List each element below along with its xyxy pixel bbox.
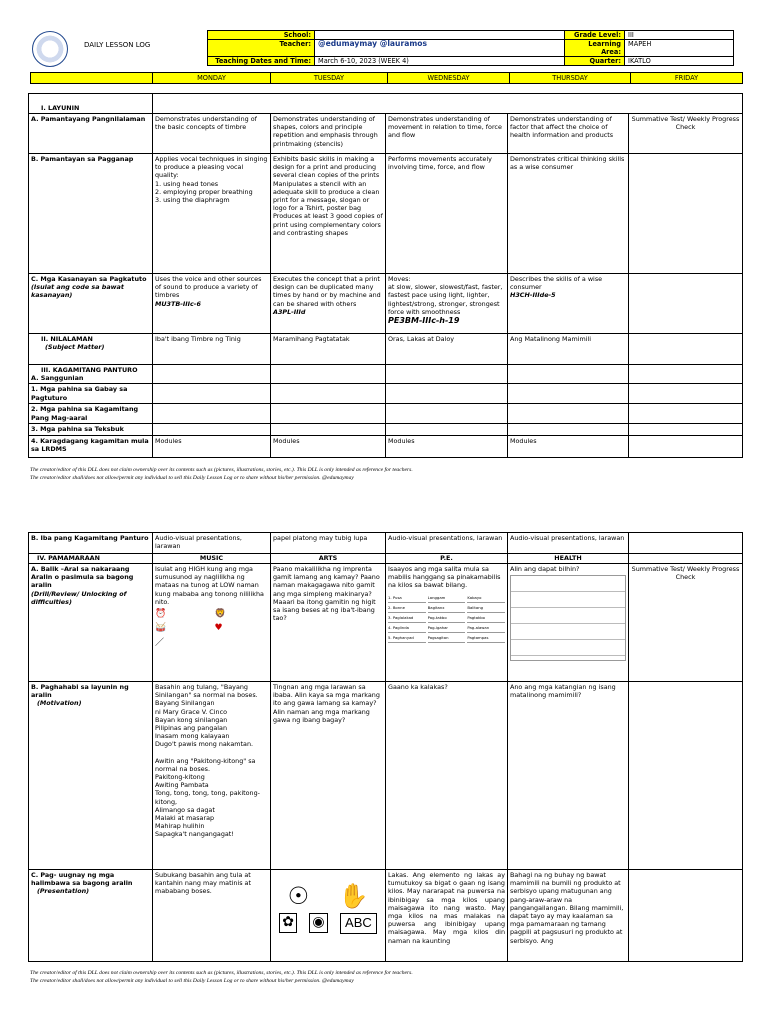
blank-cell xyxy=(508,404,629,424)
review-pe xyxy=(386,564,508,682)
blank-cell xyxy=(153,365,271,384)
competency-monday-text: Uses the voice and other sources of sound to produce a variety of timbres xyxy=(155,275,262,300)
disclaimer-line1: The creator/editor of this DLL does not claim ownership over its contents such as (pictures, illustrations, stories, etc.). This DLL is only intended as reference for teachers. xyxy=(30,970,413,976)
subject-matter-friday xyxy=(629,334,743,365)
competency-monday-code: MU3TB-IIIc-6 xyxy=(155,299,201,308)
competency-tuesday-text: Executes the concept that a print design can be duplicated many times by hand or by machine and can be shared with others xyxy=(273,275,381,308)
lrdms-thursday: Modules xyxy=(508,435,629,457)
content-std-thursday: Demonstrates understanding of factor that affect the choice of health information and products xyxy=(508,114,629,154)
content-std-monday: Demonstrates understanding of the basic concepts of timbre xyxy=(153,114,271,154)
abc-print-image: ABC xyxy=(340,913,377,934)
content-std-wednesday: Demonstrates understanding of movement in relation to time, force and flow xyxy=(386,114,508,154)
disclaimer-page2 xyxy=(30,970,750,985)
alarm-clock-icon: ⏰ xyxy=(155,608,167,619)
blank-cell xyxy=(508,424,629,435)
lion-icon: 🦁 xyxy=(214,608,226,619)
pe-word: Pag-alawan xyxy=(467,623,505,633)
teacher-label: Teacher: xyxy=(208,40,315,57)
dates-label: Teaching Dates and Time: xyxy=(208,57,315,66)
blank-cell xyxy=(629,424,743,435)
blank-cell xyxy=(153,384,271,404)
subject-health: HEALTH xyxy=(508,554,629,564)
blank-cell xyxy=(629,554,743,564)
pe-word: Balitang xyxy=(467,603,505,613)
blank-cell xyxy=(386,365,508,384)
iba-monday: Audio-visual presentations, larawan xyxy=(153,533,271,554)
blank-cell xyxy=(629,435,743,457)
competency-wednesday-code: PE3BM-IIIc-h-19 xyxy=(388,315,460,325)
blank-cell xyxy=(386,384,508,404)
blank-cell xyxy=(508,384,629,404)
iba-tuesday: papel platong may tubig lupa xyxy=(271,533,386,554)
blank-cell xyxy=(508,365,629,384)
kasanayan-sub: (Isulat ang code sa bawat kasanayan) xyxy=(31,283,124,300)
pe-word-grid xyxy=(388,593,505,643)
competency-thursday xyxy=(508,274,629,334)
lrdms-wednesday: Modules xyxy=(386,435,508,457)
pamantayang-pangnilalaman-label: A. Pamantayang Pangnilalaman xyxy=(29,114,153,154)
paghahabi-label: B. Paghahabi sa layunin ng aralin xyxy=(31,683,129,700)
subject-arts: ARTS xyxy=(271,554,386,564)
competency-wednesday-text: Moves: at slow, slower, slowest/fast, faster, fastest pace using light, lighter, lightest/strong, stronger, strongest force with smoothness xyxy=(388,275,503,316)
handprint-icon: ✋ xyxy=(338,882,369,910)
teacher-value: @edumaymay @lauramos xyxy=(315,40,565,57)
lesson-table-page2 xyxy=(28,532,743,962)
presentation-health: Bahagi na ng buhay ng bawat mamimili na bumili ng produkto at serbisyo upang matugunan ang pang-araw-araw na pangangailangan. Bilang mamimili, dapat tayo ay may kaalaman sa mga pamamaraan ng tamang pagpili at pagsusuri ng produkto at serbisyo. Ang xyxy=(508,870,629,962)
competency-wednesday xyxy=(386,274,508,334)
motivation-music: Basahin ang tulang, "Bayang Sinilangan" sa normal na boses. Bayang Sinilangan ni Mary Grace V. Cinco Bayan kong sinilangan Pilipinas ang pangalan Inasam mong kalayaan Dugo't pawis mong nakamtan. Awitin ang "Pakitong-kitong" sa normal na boses. Pakitong-kitong Awiting Pambata Tong, tong, tong, tong, pakitong-kitong, Alimango sa dagat Malaki at masarap Mahirap hulihin Sapagka't nangangagat! xyxy=(153,682,271,870)
school-value xyxy=(315,31,565,40)
blank-cell xyxy=(386,404,508,424)
perf-std-wednesday: Performs movements accurately involving time, force, and flow xyxy=(386,154,508,274)
flute-icon: ／ xyxy=(155,637,165,648)
nilalaman-cell xyxy=(29,334,153,365)
competency-tuesday-code: A3PL-IIId xyxy=(273,307,306,316)
pe-word: 2. Bonne xyxy=(388,603,426,613)
heart-icon: ♥ xyxy=(214,623,223,634)
print-marks-row2 xyxy=(273,913,383,934)
disclaimer-page1 xyxy=(30,467,750,482)
blank-cell xyxy=(629,682,743,870)
day-monday: MONDAY xyxy=(153,73,271,84)
review-arts: Paano makalilikha ng imprenta gamit lamang ang kamay? Paano naman makagagawa nito gamit ang mga simpleng makinarya? Maaari ba itong gamitin ng higit sa isang beses at ng iba't-ibang tao? xyxy=(271,564,386,682)
sound-images xyxy=(155,609,268,650)
lesson-table-page1 xyxy=(28,93,743,458)
pe-word: Pag-igahar xyxy=(428,623,466,633)
review-health-text: Alin ang dapat bilhin? xyxy=(510,565,580,573)
kasanayan-cell xyxy=(29,274,153,334)
pe-word: Pagsagitan xyxy=(428,633,466,643)
pe-word: 3. Paglalakad xyxy=(388,613,426,623)
blank-cell xyxy=(271,404,386,424)
subject-matter-tuesday: Maramihang Pagtatatak xyxy=(271,334,386,365)
quarter-label: Quarter: xyxy=(565,57,625,66)
area-value: MAPEH xyxy=(625,40,734,57)
balik-aral-sub: (Drill/Review/ Unlocking of difficulties) xyxy=(31,589,127,606)
pe-word-row xyxy=(388,623,505,633)
pamantayan-pagganap-label: B. Pamantayan sa Pagganap xyxy=(29,154,153,274)
blank-cell xyxy=(271,424,386,435)
layunin-heading: I. LAYUNIN xyxy=(29,94,153,114)
review-music xyxy=(153,564,271,682)
blank-cell xyxy=(629,384,743,404)
presentation-pe: Lakas. Ang elemento ng lakas ay tumutukoy sa bigat o gaan ng isang kilos. May nararapat na puwersa na ibinibigay sa mga kilos upang maisagawa ito nang wasto. May mga kilos na mas malakas na puwersa ang ibinibigay upang maisagawa. May mga kilos din naman na kaunting xyxy=(386,870,508,962)
pe-word-row xyxy=(388,633,505,643)
area-label: Learning Area: xyxy=(565,40,625,57)
day-wednesday: WEDNESDAY xyxy=(388,73,510,84)
review-music-text: Isulat ang HIGH kung ang mga sumusunod ay naglilikha ng mataas na tunog at LOW naman kung mababa ang tonong nililikha nito. xyxy=(155,565,264,606)
lrdms-tuesday: Modules xyxy=(271,435,386,457)
grade-label: Grade Level: xyxy=(565,31,625,40)
perf-std-tuesday: Exhibits basic skills in making a design for a print and producing several clean copies of the prints Manipulates a stencil with an adequate skill to produce a clean print for a message, slogan or logo for a Tshirt, poster bag Produces at least 3 good copies of print using complementary colors and contrasting shapes xyxy=(271,154,386,274)
pe-word: 5. Paghanyad xyxy=(388,633,426,643)
blank-cell xyxy=(153,424,271,435)
lrdms-monday: Modules xyxy=(153,435,271,457)
review-pe-text: Isaayos ang mga salita mula sa mabilis hanggang sa pinakamabilis na kilos sa bawat bilang. xyxy=(388,565,501,590)
competency-friday xyxy=(629,274,743,334)
layunin-blank xyxy=(153,94,743,114)
quarter-value: IKATLO xyxy=(625,57,734,66)
gabay-label: 1. Mga pahina sa Gabay sa Pagtuturo xyxy=(29,384,153,404)
day-friday: FRIDAY xyxy=(631,73,743,84)
pamamaraan-heading: IV. PAMAMARAAN xyxy=(29,554,153,564)
days-blank xyxy=(31,73,153,84)
coin-icon: ◉ xyxy=(309,913,327,933)
blank-cell xyxy=(629,365,743,384)
pe-word-row xyxy=(388,593,505,603)
subject-pe: P.E. xyxy=(386,554,508,564)
blank-cell xyxy=(386,424,508,435)
pe-word: 4. Paglinda xyxy=(388,623,426,633)
perf-std-monday: Applies vocal techniques in singing to produce a pleasing vocal quality: 1. using head tones 2. employing proper breathing 3. using the diaphragm xyxy=(153,154,271,274)
days-row xyxy=(30,72,743,84)
grade-value: III xyxy=(625,31,734,40)
blank-cell xyxy=(629,870,743,962)
content-std-tuesday: Demonstrates understanding of shapes, colors and principle repetition and emphasis through printmaking (stencils) xyxy=(271,114,386,154)
pe-word: Kabayo xyxy=(467,593,505,603)
paghahabi-sub: (Motivation) xyxy=(37,699,82,708)
review-health xyxy=(508,564,629,682)
stamp-icon: ✿ xyxy=(279,913,297,933)
blank-cell xyxy=(629,533,743,554)
pe-word: Pag-takbo xyxy=(428,613,466,623)
pag-uugnay-sub: (Presentation) xyxy=(37,887,90,896)
blank-cell xyxy=(629,404,743,424)
disclaimer-line2: The creator/editor shall/does not allow/permit any individual to sell this Daily Lesson Log or to share without his/her permission. @edumaymay xyxy=(30,474,354,481)
pag-uugnay-cell xyxy=(29,870,153,962)
school-label: School: xyxy=(208,31,315,40)
dates-value: March 6-10, 2023 (WEEK 4) xyxy=(315,57,565,66)
drum-icon: 🥁 xyxy=(155,623,167,634)
pe-word: 1. Pusa xyxy=(388,593,426,603)
iba-wednesday: Audio-visual presentations, larawan xyxy=(386,533,508,554)
header-table xyxy=(207,30,734,66)
nilalaman-label: II. NILALAMAN xyxy=(41,335,93,343)
pe-word: Bagitanx xyxy=(428,603,466,613)
balik-aral-cell xyxy=(29,564,153,682)
subject-matter-monday: Iba't ibang Timbre ng Tinig xyxy=(153,334,271,365)
sanggunian-label: A. Sanggunian xyxy=(31,374,84,383)
deped-seal-icon xyxy=(32,31,68,67)
blank-cell xyxy=(271,384,386,404)
blank-cell xyxy=(271,365,386,384)
competency-tuesday xyxy=(271,274,386,334)
competency-thursday-text: Describes the skills of a wise consumer xyxy=(510,275,603,292)
motivation-pe: Gaano ka kalakas? xyxy=(386,682,508,870)
iba-thursday: Audio-visual presentations, larawan xyxy=(508,533,629,554)
kagamitan-label: III. KAGAMITANG PANTURO xyxy=(41,366,138,374)
pe-word-row xyxy=(388,603,505,613)
motivation-health: Ano ang mga katangian ng isang matalinong mamimili? xyxy=(508,682,629,870)
pe-word-row xyxy=(388,613,505,623)
competency-monday xyxy=(153,274,271,334)
kagamitan-cell xyxy=(29,365,153,384)
nilalaman-sub: (Subject Matter) xyxy=(45,343,105,352)
iba-kagamitan-label: B. Iba pang Kagamitang Panturo xyxy=(29,533,153,554)
day-thursday: THURSDAY xyxy=(510,73,631,84)
kasanayan-label: C. Mga Kasanayan sa Pagkatuto xyxy=(31,275,147,283)
teksbuk-label: 3. Mga pahina sa Teksbuk xyxy=(29,424,153,435)
shopping-worksheet-image xyxy=(510,575,626,661)
subject-music: MUSIC xyxy=(153,554,271,564)
subject-matter-thursday: Ang Matalinong Mamimili xyxy=(508,334,629,365)
blank-cell xyxy=(153,404,271,424)
disclaimer-line1: The creator/editor of this DLL does not claim ownership over its contents such as (pictures, illustrations, stories, etc.). This DLL is only intended as reference for teachers. xyxy=(30,467,413,473)
perf-std-friday xyxy=(629,154,743,274)
presentation-music: Subukang basahin ang tula at kantahin nang may matinis at mababang boses. xyxy=(153,870,271,962)
perf-std-thursday: Demonstrates critical thinking skills as a wise consumer xyxy=(508,154,629,274)
disclaimer-line2: The creator/editor shall/does not allow/permit any individual to sell this Daily Lesson Log or to share without his/her permission. @edumaymay xyxy=(30,977,354,984)
pag-uugnay-label: C. Pag- uugnay ng mga halimbawa sa bagong aralin xyxy=(31,871,133,888)
day-tuesday: TUESDAY xyxy=(271,73,388,84)
dll-title: DAILY LESSON LOG xyxy=(84,41,151,49)
motivation-arts: Tingnan ang mga larawan sa ibaba. Alin kaya sa mga markang ito ang gawa lamang sa kamay? Alin naman ang mga markang gawa ng ibang bagay? xyxy=(271,682,386,870)
pe-word: Pagtakbo xyxy=(467,613,505,623)
subject-matter-wednesday: Oras, Lakas at Daloy xyxy=(386,334,508,365)
kag-aaral-label: 2. Mga pahina sa Kagamitang Pang Mag-aaral xyxy=(29,404,153,424)
balik-aral-label: A. Balik –Aral sa nakaraang Aralin o pasimula sa bagong aralin xyxy=(31,565,134,590)
content-std-friday: Summative Test/ Weekly Progress Check xyxy=(629,114,743,154)
lrdms-label: 4. Karagdagang kagamitan mula sa LRDMS xyxy=(29,435,153,457)
review-friday: Summative Test/ Weekly Progress Check xyxy=(629,564,743,682)
fingerprint-icon: ☉ xyxy=(287,882,310,910)
pe-word: Pagtampas xyxy=(467,633,505,643)
pe-word: Langgam xyxy=(428,593,466,603)
print-marks-row1 xyxy=(273,883,383,909)
competency-thursday-code: H3CH-IIIde-5 xyxy=(510,291,556,300)
presentation-arts xyxy=(271,870,386,962)
paghahabi-cell xyxy=(29,682,153,870)
